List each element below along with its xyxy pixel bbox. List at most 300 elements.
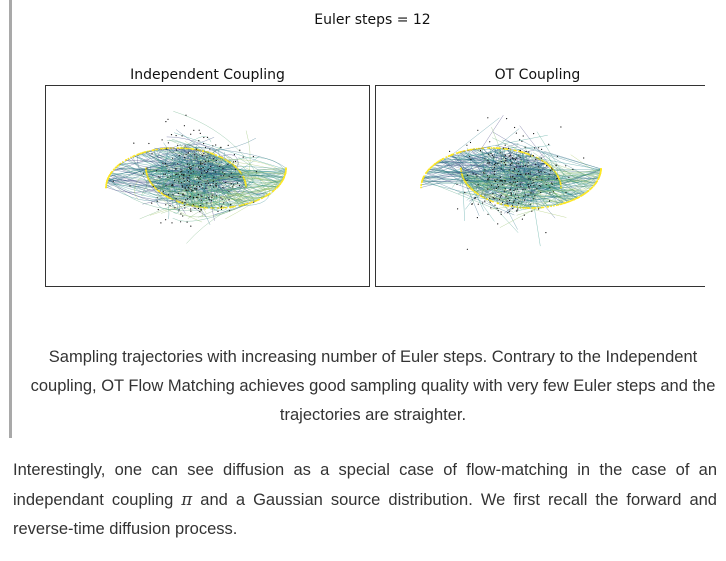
source-point bbox=[529, 188, 530, 189]
source-point bbox=[540, 171, 541, 172]
source-point bbox=[509, 211, 510, 212]
source-point bbox=[539, 175, 540, 176]
target-point bbox=[583, 193, 585, 195]
source-point bbox=[583, 157, 584, 158]
target-point bbox=[155, 188, 157, 190]
source-point bbox=[208, 169, 209, 170]
source-point bbox=[215, 144, 216, 145]
source-point bbox=[541, 179, 542, 180]
source-point bbox=[507, 198, 508, 199]
source-point bbox=[184, 207, 185, 208]
source-point bbox=[189, 188, 190, 189]
source-point bbox=[504, 180, 505, 181]
target-point bbox=[492, 201, 494, 203]
source-point bbox=[171, 185, 172, 186]
source-point bbox=[514, 169, 515, 170]
source-point bbox=[169, 205, 170, 206]
source-point bbox=[524, 200, 525, 201]
target-point bbox=[487, 198, 489, 200]
source-point bbox=[510, 159, 511, 160]
source-point bbox=[204, 164, 205, 165]
source-point bbox=[201, 209, 202, 210]
source-point bbox=[201, 173, 202, 174]
target-point bbox=[581, 195, 583, 197]
source-point bbox=[183, 178, 184, 179]
source-point bbox=[512, 176, 513, 177]
source-point bbox=[557, 156, 558, 157]
target-point bbox=[245, 184, 247, 186]
target-point bbox=[202, 150, 204, 152]
target-point bbox=[547, 206, 549, 208]
source-point bbox=[133, 143, 134, 144]
source-point bbox=[467, 175, 468, 176]
source-point bbox=[199, 130, 200, 131]
source-point bbox=[194, 154, 195, 155]
source-point bbox=[178, 193, 179, 194]
target-point bbox=[279, 183, 281, 185]
source-point bbox=[233, 161, 234, 162]
source-point bbox=[502, 184, 503, 185]
source-point bbox=[514, 127, 515, 128]
source-point bbox=[560, 126, 561, 127]
target-point bbox=[425, 172, 427, 174]
target-point bbox=[422, 178, 424, 180]
source-point bbox=[165, 219, 166, 220]
target-point bbox=[593, 185, 595, 187]
target-point bbox=[244, 181, 246, 183]
source-point bbox=[456, 184, 457, 185]
target-point bbox=[145, 170, 147, 172]
source-point bbox=[476, 176, 477, 177]
source-point bbox=[204, 170, 205, 171]
source-point bbox=[518, 203, 519, 204]
source-point bbox=[209, 149, 210, 150]
source-point bbox=[473, 173, 474, 174]
source-point bbox=[531, 211, 532, 212]
target-point bbox=[570, 200, 572, 202]
target-point bbox=[456, 152, 458, 154]
panel-label-independent: Independent Coupling bbox=[130, 67, 285, 83]
source-point bbox=[556, 165, 557, 166]
source-point bbox=[549, 174, 550, 175]
source-point bbox=[520, 157, 521, 158]
source-point bbox=[237, 182, 238, 183]
source-point bbox=[182, 215, 183, 216]
target-point bbox=[243, 178, 245, 180]
target-point bbox=[561, 203, 563, 205]
source-point bbox=[213, 177, 214, 178]
source-point bbox=[501, 214, 502, 215]
source-point bbox=[166, 148, 167, 149]
source-point bbox=[467, 249, 468, 250]
target-point bbox=[115, 167, 117, 169]
source-point bbox=[517, 208, 518, 209]
source-point bbox=[522, 189, 523, 190]
target-point bbox=[471, 188, 473, 190]
source-point bbox=[518, 171, 519, 172]
source-point bbox=[203, 137, 204, 138]
source-point bbox=[505, 158, 506, 159]
source-point bbox=[205, 188, 206, 189]
source-point bbox=[535, 164, 536, 165]
source-point bbox=[565, 165, 566, 166]
source-point bbox=[545, 232, 546, 233]
source-point bbox=[490, 153, 491, 154]
source-point bbox=[505, 145, 506, 146]
target-point bbox=[141, 152, 143, 154]
source-point bbox=[497, 179, 498, 180]
trajectory-line bbox=[527, 208, 566, 218]
source-point bbox=[185, 115, 186, 116]
coupling-symbol: π bbox=[181, 490, 193, 509]
source-point bbox=[190, 211, 191, 212]
source-point bbox=[153, 186, 154, 187]
target-point bbox=[278, 185, 280, 187]
source-point bbox=[233, 184, 234, 185]
target-point bbox=[285, 169, 287, 171]
source-point bbox=[520, 186, 521, 187]
target-point bbox=[467, 184, 469, 186]
source-point bbox=[198, 178, 199, 179]
source-point bbox=[190, 173, 191, 174]
source-point bbox=[211, 200, 212, 201]
source-point bbox=[219, 166, 220, 167]
target-point bbox=[210, 207, 212, 209]
source-point bbox=[523, 135, 524, 136]
source-point bbox=[516, 167, 517, 168]
target-point bbox=[600, 169, 602, 171]
source-point bbox=[188, 152, 189, 153]
source-point bbox=[176, 198, 177, 199]
source-point bbox=[168, 142, 169, 143]
source-point bbox=[514, 168, 515, 169]
source-point bbox=[503, 148, 504, 149]
source-point bbox=[158, 176, 159, 177]
target-point bbox=[550, 205, 552, 207]
source-point bbox=[170, 176, 171, 177]
target-point bbox=[221, 157, 223, 159]
source-point bbox=[207, 171, 208, 172]
source-point bbox=[487, 162, 488, 163]
source-point bbox=[508, 148, 509, 149]
source-point bbox=[165, 163, 166, 164]
source-point bbox=[533, 182, 534, 183]
source-point bbox=[511, 195, 512, 196]
source-point bbox=[199, 179, 200, 180]
source-point bbox=[185, 199, 186, 200]
source-point bbox=[507, 203, 508, 204]
target-point bbox=[563, 203, 565, 205]
target-point bbox=[146, 172, 148, 174]
source-point bbox=[525, 189, 526, 190]
source-point bbox=[527, 166, 528, 167]
target-point bbox=[185, 148, 187, 150]
target-point bbox=[423, 175, 425, 177]
source-point bbox=[206, 157, 207, 158]
source-point bbox=[487, 175, 488, 176]
source-point bbox=[223, 202, 224, 203]
target-point bbox=[108, 177, 110, 179]
source-point bbox=[515, 198, 516, 199]
target-point bbox=[595, 183, 597, 185]
source-point bbox=[216, 183, 217, 184]
source-point bbox=[165, 174, 166, 175]
target-point bbox=[558, 177, 560, 179]
source-point bbox=[469, 156, 470, 157]
source-point bbox=[492, 193, 493, 194]
source-point bbox=[228, 191, 229, 192]
target-point bbox=[158, 190, 160, 192]
source-point bbox=[498, 210, 499, 211]
source-point bbox=[549, 200, 550, 201]
source-point bbox=[158, 209, 159, 210]
target-point bbox=[449, 155, 451, 157]
source-point bbox=[197, 177, 198, 178]
source-point bbox=[212, 183, 213, 184]
target-point bbox=[150, 182, 152, 184]
source-point bbox=[187, 180, 188, 181]
source-point bbox=[200, 133, 201, 134]
source-point bbox=[162, 139, 163, 140]
source-point bbox=[193, 204, 194, 205]
source-point bbox=[505, 160, 506, 161]
source-point bbox=[516, 185, 517, 186]
source-point bbox=[465, 179, 466, 180]
source-point bbox=[235, 161, 236, 162]
source-point bbox=[198, 166, 199, 167]
target-point bbox=[272, 191, 274, 193]
source-point bbox=[516, 158, 517, 159]
source-point bbox=[530, 171, 531, 172]
target-point bbox=[470, 149, 472, 151]
source-point bbox=[202, 187, 203, 188]
target-point bbox=[226, 207, 228, 209]
target-point bbox=[231, 206, 233, 208]
source-point bbox=[190, 189, 191, 190]
source-point bbox=[489, 141, 490, 142]
source-point bbox=[488, 179, 489, 180]
target-point bbox=[566, 202, 568, 204]
source-point bbox=[187, 164, 188, 165]
source-point bbox=[202, 155, 203, 156]
source-point bbox=[148, 143, 149, 144]
source-point bbox=[176, 168, 177, 169]
source-point bbox=[533, 155, 534, 156]
source-point bbox=[196, 156, 197, 157]
trajectory-line bbox=[482, 115, 504, 148]
source-point bbox=[217, 211, 218, 212]
source-point bbox=[198, 194, 199, 195]
source-point bbox=[500, 180, 501, 181]
target-point bbox=[281, 181, 283, 183]
source-point bbox=[536, 188, 537, 189]
source-point bbox=[129, 185, 130, 186]
target-point bbox=[239, 171, 241, 173]
source-point bbox=[513, 182, 514, 183]
target-point bbox=[113, 169, 115, 171]
source-point bbox=[530, 185, 531, 186]
source-point bbox=[531, 183, 532, 184]
source-point bbox=[205, 161, 206, 162]
source-point bbox=[208, 197, 209, 198]
source-point bbox=[495, 181, 496, 182]
source-point bbox=[546, 184, 547, 185]
source-point bbox=[494, 198, 495, 199]
source-point bbox=[221, 207, 222, 208]
source-point bbox=[530, 192, 531, 193]
source-point bbox=[488, 178, 489, 179]
target-point bbox=[588, 190, 590, 192]
source-point bbox=[253, 202, 254, 203]
source-point bbox=[484, 169, 485, 170]
target-point bbox=[166, 196, 168, 198]
target-point bbox=[265, 195, 267, 197]
source-point bbox=[489, 177, 490, 178]
source-point bbox=[556, 178, 557, 179]
target-point bbox=[553, 205, 555, 207]
source-point bbox=[501, 161, 502, 162]
source-point bbox=[183, 195, 184, 196]
source-point bbox=[513, 158, 514, 159]
source-point bbox=[189, 185, 190, 186]
source-point bbox=[520, 150, 521, 151]
source-point bbox=[213, 158, 214, 159]
source-point bbox=[512, 208, 513, 209]
source-point bbox=[204, 176, 205, 177]
source-point bbox=[184, 181, 185, 182]
source-point bbox=[151, 153, 152, 154]
source-point bbox=[182, 135, 183, 136]
source-point bbox=[193, 185, 194, 186]
source-point bbox=[200, 176, 201, 177]
source-point bbox=[240, 176, 241, 177]
source-point bbox=[549, 187, 550, 188]
source-point bbox=[511, 162, 512, 163]
source-point bbox=[492, 155, 493, 156]
source-point bbox=[212, 195, 213, 196]
source-point bbox=[220, 147, 221, 148]
target-point bbox=[276, 187, 278, 189]
source-point bbox=[522, 166, 523, 167]
source-point bbox=[511, 183, 512, 184]
target-point bbox=[191, 148, 193, 150]
source-point bbox=[510, 176, 511, 177]
source-point bbox=[565, 192, 566, 193]
source-point bbox=[188, 177, 189, 178]
source-point bbox=[199, 186, 200, 187]
target-point bbox=[522, 152, 524, 154]
source-point bbox=[184, 125, 185, 126]
source-point bbox=[220, 175, 221, 176]
source-point bbox=[522, 219, 523, 220]
source-point bbox=[540, 192, 541, 193]
source-point bbox=[190, 226, 191, 227]
source-point bbox=[539, 172, 540, 173]
source-point bbox=[511, 163, 512, 164]
target-point bbox=[274, 188, 276, 190]
source-point bbox=[210, 166, 211, 167]
source-point bbox=[501, 168, 502, 169]
source-point bbox=[177, 163, 178, 164]
source-point bbox=[499, 199, 500, 200]
target-point bbox=[445, 156, 447, 158]
source-point bbox=[203, 167, 204, 168]
target-point bbox=[242, 204, 244, 206]
source-point bbox=[239, 150, 240, 151]
source-point bbox=[495, 163, 496, 164]
target-point bbox=[107, 179, 109, 181]
source-point bbox=[165, 121, 166, 122]
source-point bbox=[538, 170, 539, 171]
source-point bbox=[200, 164, 201, 165]
source-point bbox=[201, 168, 202, 169]
source-point bbox=[552, 184, 553, 185]
source-point bbox=[163, 191, 164, 192]
source-point bbox=[507, 212, 508, 213]
source-point bbox=[235, 169, 236, 170]
source-point bbox=[505, 188, 506, 189]
source-point bbox=[540, 186, 541, 187]
source-point bbox=[179, 176, 180, 177]
source-point bbox=[229, 176, 230, 177]
source-point bbox=[176, 135, 177, 136]
source-point bbox=[519, 139, 520, 140]
source-point bbox=[177, 145, 178, 146]
source-point bbox=[180, 221, 181, 222]
source-point bbox=[216, 160, 217, 161]
source-point bbox=[200, 195, 201, 196]
source-point bbox=[548, 178, 549, 179]
source-point bbox=[513, 190, 514, 191]
target-point bbox=[497, 203, 499, 205]
source-point bbox=[516, 163, 517, 164]
source-point bbox=[231, 177, 232, 178]
source-point bbox=[494, 167, 495, 168]
source-point bbox=[530, 173, 531, 174]
source-point bbox=[198, 140, 199, 141]
source-point bbox=[198, 182, 199, 183]
trajectory-line bbox=[505, 205, 517, 229]
source-point bbox=[196, 186, 197, 187]
source-point bbox=[498, 186, 499, 187]
target-point bbox=[436, 162, 438, 164]
source-point bbox=[146, 167, 147, 168]
source-point bbox=[490, 207, 491, 208]
source-point bbox=[231, 183, 232, 184]
source-point bbox=[487, 117, 488, 118]
source-point bbox=[213, 181, 214, 182]
source-point bbox=[509, 169, 510, 170]
source-point bbox=[193, 197, 194, 198]
source-point bbox=[180, 169, 181, 170]
target-point bbox=[110, 172, 112, 174]
source-point bbox=[509, 182, 510, 183]
target-point bbox=[544, 162, 546, 164]
figure-title: Euler steps = 12 bbox=[314, 12, 431, 28]
target-point bbox=[204, 207, 206, 209]
target-point bbox=[105, 184, 107, 186]
source-point bbox=[550, 170, 551, 171]
target-point bbox=[598, 178, 600, 180]
source-point bbox=[193, 130, 194, 131]
source-point bbox=[549, 192, 550, 193]
source-point bbox=[533, 133, 534, 134]
target-point bbox=[438, 160, 440, 162]
paragraph-text-start: Interestingly, one can see diffusion as a special case of flow-matching in the case of an independant coupling bbox=[13, 461, 717, 509]
target-point bbox=[531, 207, 533, 209]
source-point bbox=[220, 197, 221, 198]
source-point bbox=[143, 173, 144, 174]
